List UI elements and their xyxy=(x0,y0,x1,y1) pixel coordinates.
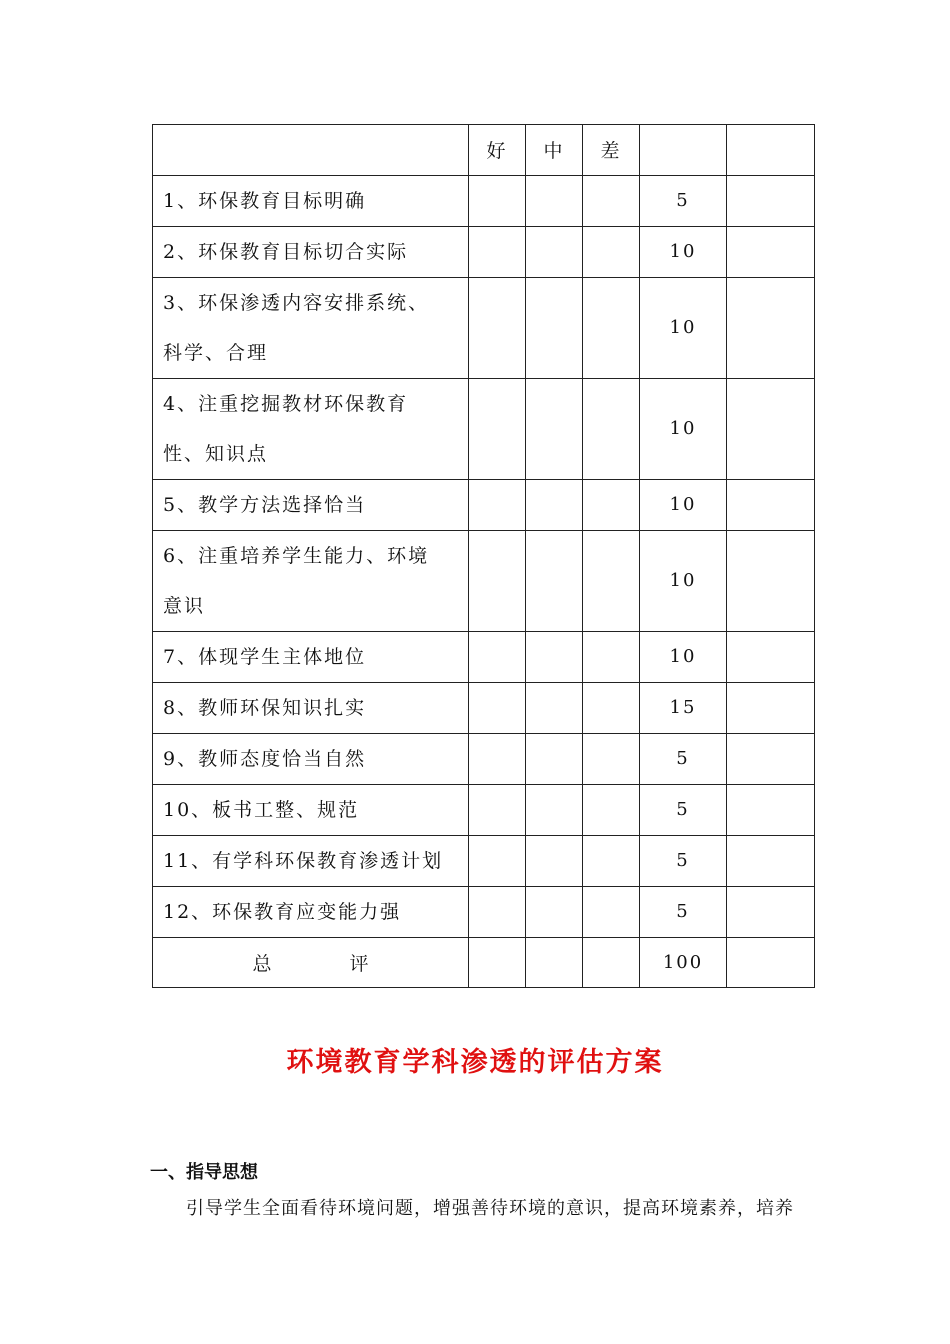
rating-poor-cell xyxy=(583,530,640,631)
table-row xyxy=(153,479,815,530)
rating-medium-cell xyxy=(526,378,583,479)
criterion-text: 11、有学科环保教育渗透计划 xyxy=(163,849,444,872)
total-label-right: 评 xyxy=(349,952,369,975)
table-row xyxy=(153,530,815,631)
rating-poor-cell xyxy=(583,835,640,886)
criterion-cell xyxy=(153,682,469,733)
max-score-cell: 5 xyxy=(640,733,727,784)
rating-good-cell xyxy=(469,378,526,479)
rating-medium-cell xyxy=(526,835,583,886)
rating-medium-cell xyxy=(526,733,583,784)
rating-poor-cell xyxy=(583,733,640,784)
rating-poor-cell xyxy=(583,277,640,378)
total-poor-cell xyxy=(583,937,640,988)
max-score-cell: 5 xyxy=(640,784,727,835)
rating-good-cell xyxy=(469,835,526,886)
rating-good-cell xyxy=(469,886,526,937)
criterion-text: 7、体现学生主体地位 xyxy=(163,645,367,668)
actual-score-cell xyxy=(727,175,815,226)
table-row xyxy=(153,277,815,378)
rating-good-cell xyxy=(469,479,526,530)
actual-score-cell xyxy=(727,886,815,937)
total-medium-cell xyxy=(526,937,583,988)
criterion-cell xyxy=(153,784,469,835)
rating-poor-cell xyxy=(583,631,640,682)
max-score-cell: 5 xyxy=(640,835,727,886)
criterion-text: 科学、合理 xyxy=(163,341,269,364)
rating-good-cell xyxy=(469,226,526,277)
criterion-cell xyxy=(153,226,469,277)
actual-score-cell xyxy=(727,226,815,277)
rating-poor-cell xyxy=(583,175,640,226)
rating-good-cell xyxy=(469,175,526,226)
rating-poor-cell xyxy=(583,784,640,835)
max-score-cell: 10 xyxy=(640,378,727,479)
criterion-text: 4、注重挖掘教材环保教育 xyxy=(163,392,409,415)
max-score-cell: 10 xyxy=(640,226,727,277)
criterion-cell xyxy=(153,886,469,937)
table-header-row xyxy=(153,125,815,176)
rating-poor-cell xyxy=(583,378,640,479)
rating-medium-cell xyxy=(526,784,583,835)
max-score-cell: 10 xyxy=(640,479,727,530)
criterion-cell xyxy=(153,733,469,784)
rating-poor-cell xyxy=(583,479,640,530)
actual-score-cell xyxy=(727,530,815,631)
rating-medium-cell xyxy=(526,277,583,378)
table-row xyxy=(153,682,815,733)
table-row xyxy=(153,733,815,784)
max-score-cell: 10 xyxy=(640,631,727,682)
header-cell-poor: 差 xyxy=(583,125,640,176)
total-score-cell: 100 xyxy=(640,937,727,988)
header-cell-extra xyxy=(727,125,815,176)
header-cell-score xyxy=(640,125,727,176)
criterion-cell xyxy=(153,175,469,226)
criterion-cell xyxy=(153,835,469,886)
table-row xyxy=(153,175,815,226)
criterion-text: 12、环保教育应变能力强 xyxy=(163,900,402,923)
rating-medium-cell xyxy=(526,226,583,277)
criterion-text: 9、教师态度恰当自然 xyxy=(163,747,367,770)
criterion-cell xyxy=(153,530,469,631)
criterion-cell xyxy=(153,479,469,530)
total-label-cell xyxy=(153,937,469,988)
rating-medium-cell xyxy=(526,631,583,682)
rating-good-cell xyxy=(469,530,526,631)
rating-good-cell xyxy=(469,631,526,682)
rating-medium-cell xyxy=(526,682,583,733)
criterion-text: 2、环保教育目标切合实际 xyxy=(163,240,409,263)
table-row xyxy=(153,886,815,937)
rating-medium-cell xyxy=(526,886,583,937)
header-cell-item xyxy=(153,125,469,176)
rating-poor-cell xyxy=(583,682,640,733)
criterion-cell xyxy=(153,631,469,682)
max-score-cell: 10 xyxy=(640,530,727,631)
total-label-left: 总 xyxy=(252,952,272,975)
document-title: 环境教育学科渗透的评估方案 xyxy=(286,1047,664,1078)
criterion-text: 3、环保渗透内容安排系统、 xyxy=(163,291,430,314)
rating-medium-cell xyxy=(526,530,583,631)
criterion-text: 10、板书工整、规范 xyxy=(163,798,360,821)
section-paragraph: 引导学生全面看待环境问题，增强善待环境的意识，提高环境素养，培养 xyxy=(186,1198,794,1219)
rating-good-cell xyxy=(469,277,526,378)
criterion-text: 5、教学方法选择恰当 xyxy=(163,493,367,516)
rating-poor-cell xyxy=(583,886,640,937)
table-row xyxy=(153,631,815,682)
criterion-cell xyxy=(153,378,469,479)
max-score-cell: 5 xyxy=(640,886,727,937)
actual-score-cell xyxy=(727,277,815,378)
actual-score-cell xyxy=(727,378,815,479)
max-score-cell: 5 xyxy=(640,175,727,226)
evaluation-table xyxy=(152,124,815,988)
max-score-cell: 10 xyxy=(640,277,727,378)
table-row xyxy=(153,784,815,835)
rating-good-cell xyxy=(469,733,526,784)
header-cell-medium: 中 xyxy=(526,125,583,176)
total-good-cell xyxy=(469,937,526,988)
table-row xyxy=(153,226,815,277)
total-row xyxy=(153,937,815,988)
rating-poor-cell xyxy=(583,226,640,277)
rating-medium-cell xyxy=(526,479,583,530)
actual-score-cell xyxy=(727,682,815,733)
actual-score-cell xyxy=(727,733,815,784)
criterion-text: 6、注重培养学生能力、环境 xyxy=(163,544,430,567)
actual-score-cell xyxy=(727,835,815,886)
criterion-text: 意识 xyxy=(163,594,206,617)
actual-score-cell xyxy=(727,784,815,835)
criterion-text: 8、教师环保知识扎实 xyxy=(163,696,367,719)
rating-good-cell xyxy=(469,682,526,733)
rating-good-cell xyxy=(469,784,526,835)
max-score-cell: 15 xyxy=(640,682,727,733)
table-row xyxy=(153,378,815,479)
criterion-cell xyxy=(153,277,469,378)
criterion-text: 性、知识点 xyxy=(163,442,269,465)
criterion-text: 1、环保教育目标明确 xyxy=(163,189,367,212)
header-cell-good: 好 xyxy=(469,125,526,176)
actual-score-cell xyxy=(727,479,815,530)
table-row xyxy=(153,835,815,886)
total-actual-cell xyxy=(727,937,815,988)
rating-medium-cell xyxy=(526,175,583,226)
actual-score-cell xyxy=(727,631,815,682)
section-heading: 一、指导思想 xyxy=(150,1162,258,1183)
